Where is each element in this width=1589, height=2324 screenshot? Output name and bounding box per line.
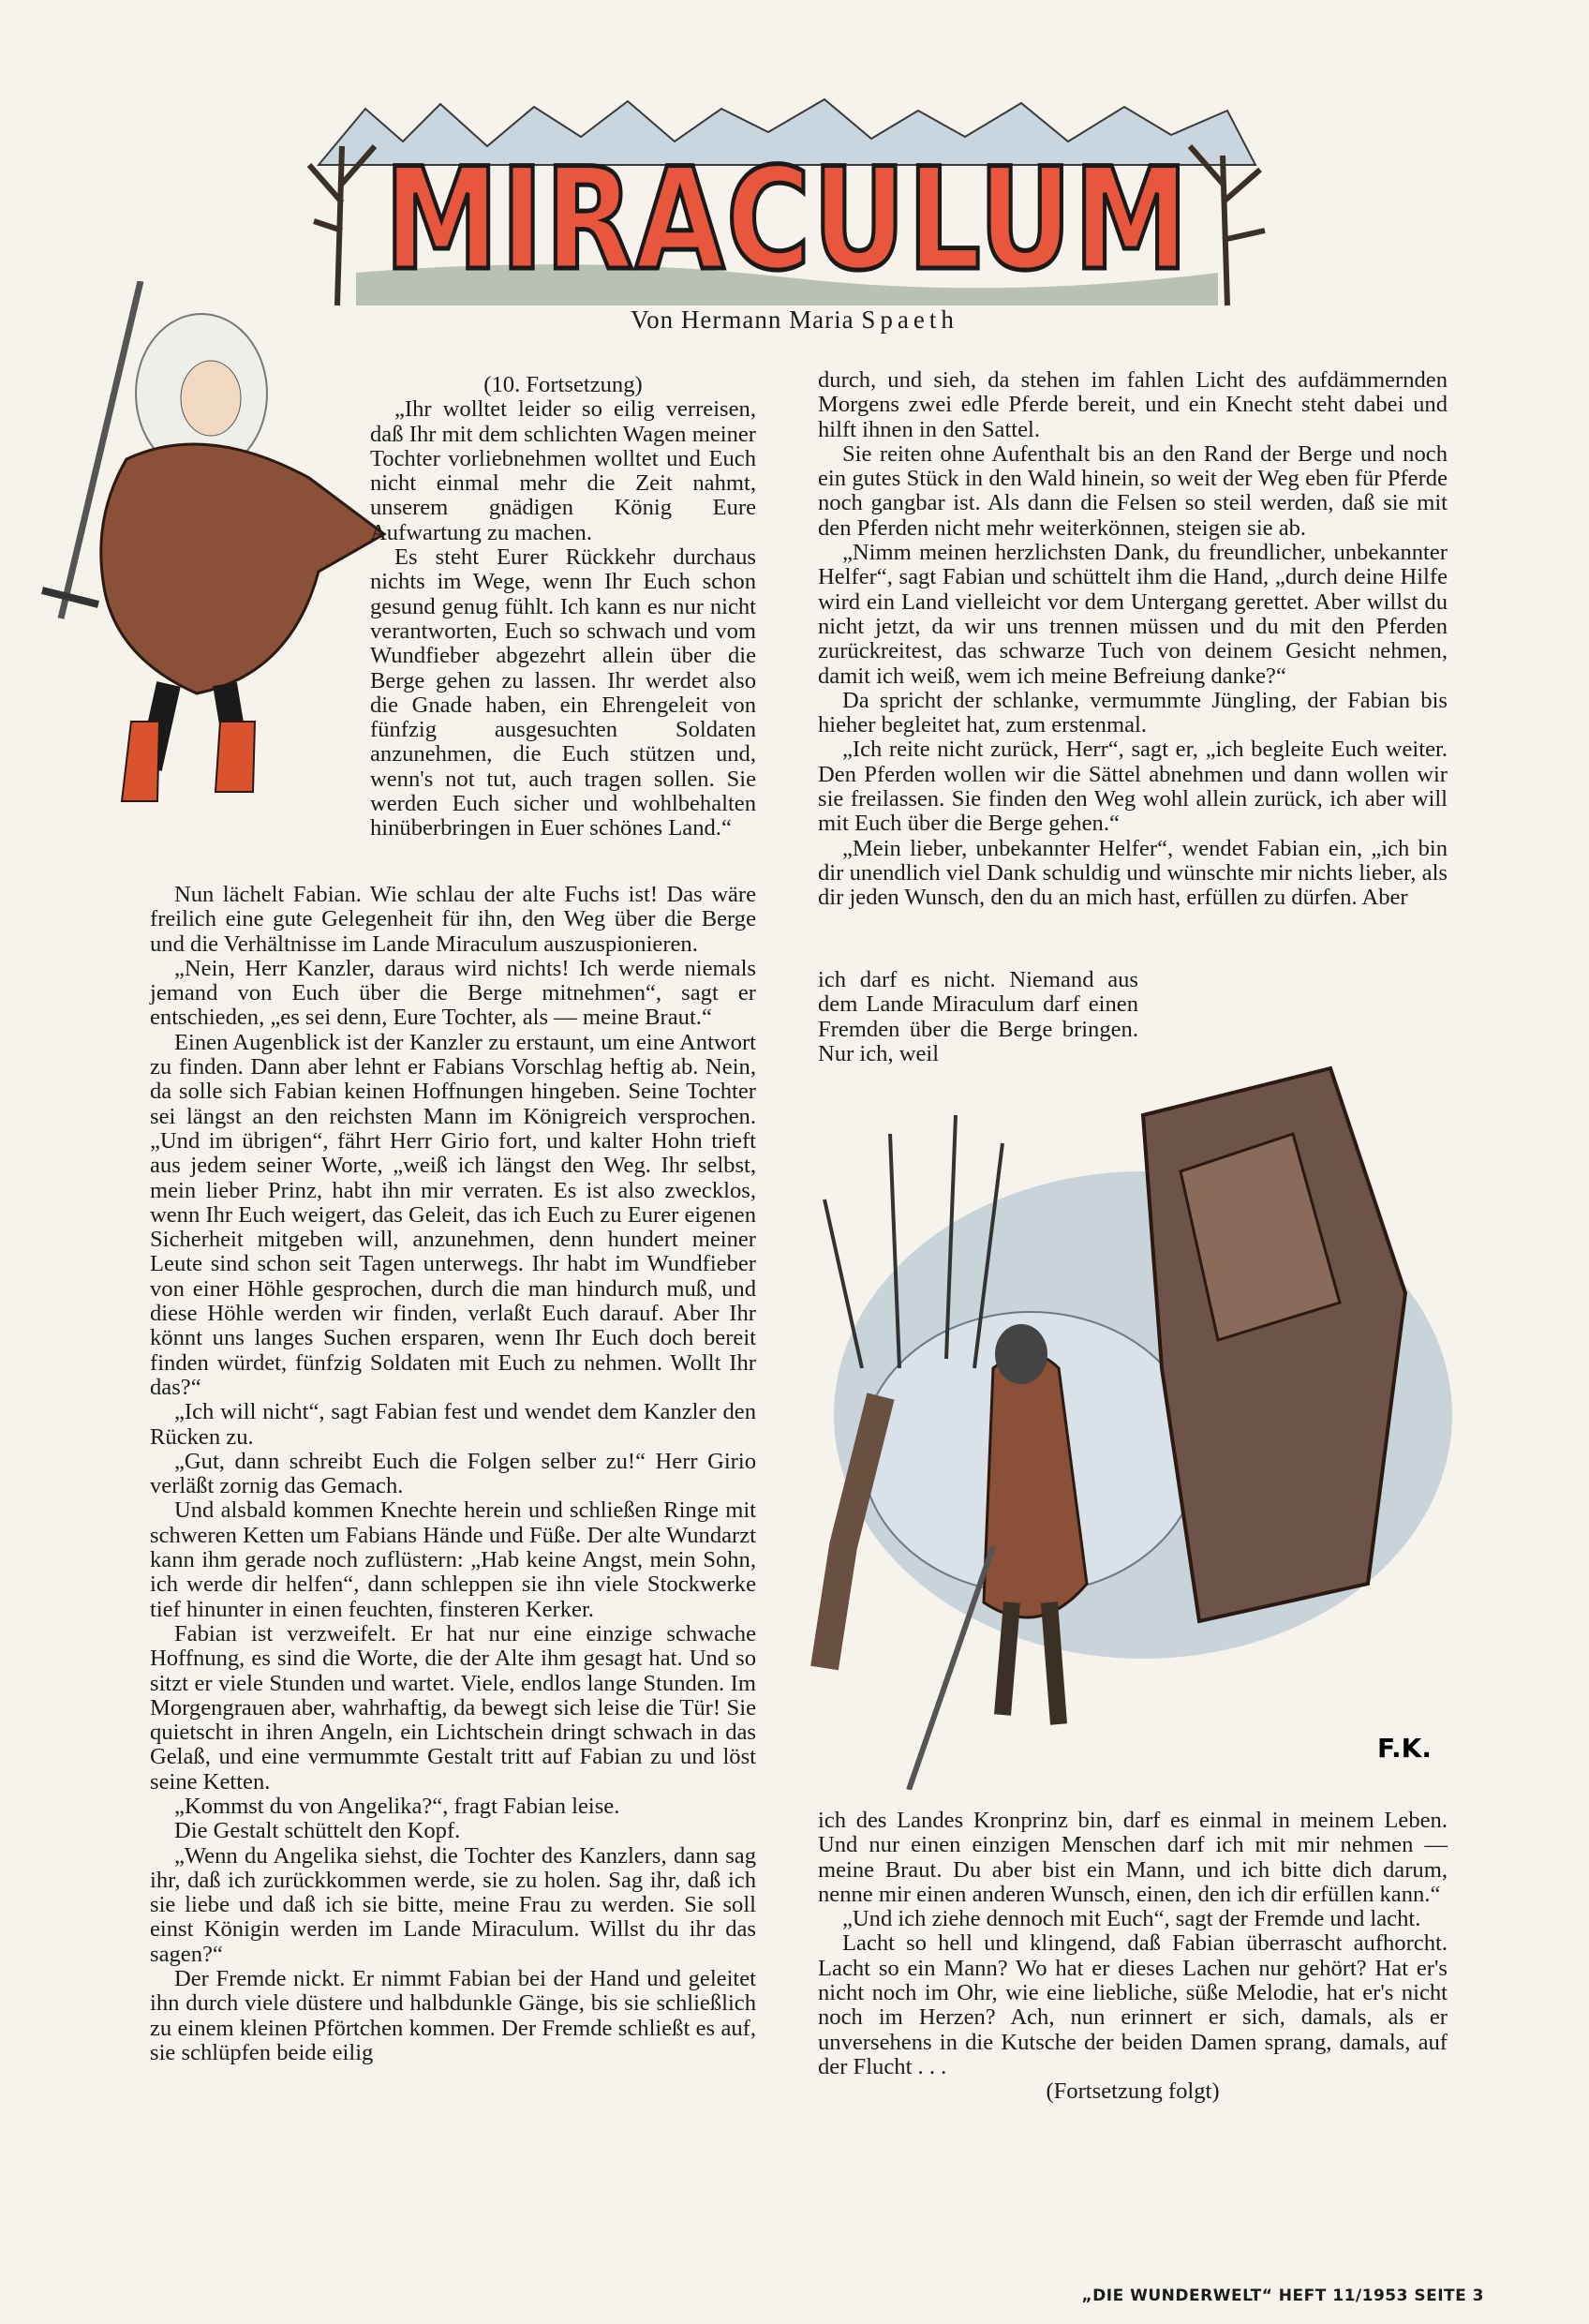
byline-author: Von Hermann Maria (631, 305, 854, 334)
paragraph: durch, und sieh, da stehen im fahlen Licht des aufdämmernden Morgens zwei edle Pferde bereit, und ein Knecht steht dabei und hilft ihnen in den Sattel. (818, 367, 1448, 442)
column-2-bottom (818, 1809, 1448, 2105)
paragraph: Einen Augenblick ist der Kanzler zu erstaunt, um eine Antwort zu finden. Dann aber lehnt er Fabians Vorschlag heftig ab. Nein, da solle sich Fabian keinen Hoffnungen hingeben. Seine Tochter sei längst an den reichsten Mann im Königreich versprochen. „Und im übrigen“, fährt Herr Girio fort, und kalter Hohn trieft aus jedem seiner Worte, „weiß ich längst den Weg. Ihr selbst, mein lieber Prinz, habt ihn mir verraten. Es ist also zwecklos, wenn Ihr Euch weigert, das Geleit, das ich Euch zu Eurer eigenen Sicherheit mitgeben will, anzunehmen, denn hundert meiner Leute sind schon seit Tagen unterwegs. Ihr habt im Wundfieber von einer Höhle gesprochen, durch die man hindurch muß, und diese Höhle werden wir finden, verlaßt Euch darauf. Aber Ihr könnt uns langes Suchen ersparen, wenn Ihr Euch doch bereit finden würdet, fünfzig Soldaten mit Euch zu nehmen. Wollt Ihr das?“ (150, 1029, 756, 1400)
paragraph: „Mein lieber, unbekannter Helfer“, wendet Fabian ein, „ich bin dir unendlich viel Dank schuldig und wünschte mir nichts lieber, als dir jeden Wunsch, den du an mich hast, erfüllen zu dürfen. Aber (818, 835, 1448, 911)
column-1-top (370, 373, 756, 842)
page-title: MIRACULUM (384, 139, 1190, 302)
paragraph: „Gut, dann schreibt Euch die Folgen selber zu!“ Herr Girio verläßt zornig das Gemach. (150, 1448, 756, 1499)
paragraph: ich des Landes Kronprinz bin, darf es einmal in meinem Leben. Und nur einen einzigen Menschen darf ich mit mir nehmen — meine Braut. Du aber bist ein Mann, und ich bitte dich darum, nenne mir einen anderen Wunsch, einen, den ich dir erfüllen kann.“ (818, 1808, 1448, 1907)
paragraph: „Ihr wolltet leider so eilig verreisen, daß Ihr mit dem schlichten Wagen meiner Tochter vorliebnehmen wolltet und Euch nicht einmal mehr die Zeit nahmt, unserem gnädigen König Eure Aufwartung zu machen. (370, 396, 756, 545)
paragraph: Fabian ist verzweifelt. Er hat nur eine einzige schwache Hoffnung, es sind die Worte, die der Alte ihm gesagt hat. Und so sitzt er viele Stunden und wartet. Viele, endlos lange Stunden. Im Morgengrauen aber, wahrhaftig, da bewegt sich leise die Tür! Sie quietscht in ihren Angeln, ein Lichtschein dringt schwach in das Gelaß, und eine vermummte Gestalt tritt auf Fabian zu und löst seine Ketten. (150, 1620, 756, 1795)
paragraph: Da spricht der schlanke, vermummte Jüngling, der Fabian bis hieher begleitet hat, zum erstenmal. (818, 687, 1448, 738)
paragraph: ich darf es nicht. Niemand aus dem Lande Miraculum darf einen Fremden über die Berge bringen. Nur ich, weil (818, 967, 1138, 1066)
paragraph: „Nimm meinen herzlichsten Dank, du freundlicher, unbekannter Helfer“, sagt Fabian und schüttelt ihm die Hand, „durch deine Hilfe wird ein Land vielleicht vor dem Untergang gerettet. Aber willst du nicht jetzt, da wir uns trennen müssen und du mit den Pferden zurückreitest, das schwarze Tuch von deinem Gesicht nehmen, damit ich weiß, wem ich meine Befreiung danke?“ (818, 540, 1448, 689)
paragraph: Sie reiten ohne Aufenthalt bis an den Rand der Berge und noch ein gutes Stück in den Wald hinein, so weit der Weg eben für Pferde noch gangbar ist. Als dann die Felsen so steil werden, daß sie mit den Pferden nicht mehr weiterkönnen, steigen sie ab. (818, 440, 1448, 541)
column-1-bottom (150, 883, 756, 2065)
paragraph: „Kommst du von Angelika?“, fragt Fabian leise. (174, 1793, 620, 1819)
paragraph: „Ich will nicht“, sagt Fabian fest und wendet dem Kanzler den Rücken zu. (150, 1399, 756, 1450)
installment-label: (10. Fortsetzung) (483, 372, 643, 397)
paragraph: Es steht Eurer Rückkehr durchaus nichts im Wege, wenn Ihr Euch schon gesund genug fühlt. Ich kann es nur nicht verantworten, Euch so schwach und vom Wundfieber abgezehrt allein über die Berge gehen zu lassen. Ihr werdet also die Gnade haben, ein Ehrengeleit von fünfzig ausgesuchten Soldaten anzunehmen, die Euch stützen und, wenn's not tut, auch tragen sollen. Sie werden Euch sicher und wohlbehalten hinüberbringen in Euer schönes Land.“ (370, 544, 756, 842)
to-be-continued: (Fortsetzung folgt) (1046, 2078, 1220, 2105)
paragraph: Lacht so hell und klingend, daß Fabian überrascht aufhorcht. Lacht so ein Mann? Wo hat er dieses Lachen nur gehört? Hat er's nicht noch im Ohr, wie eine liebliche, süße Melodie, hat er's nicht noch im Herzen? Ach, nun erinnert er sich, damals, als er unversehens in die Kutsche der beiden Damen sprang, damals, auf der Flucht . . . (818, 1930, 1448, 2079)
paragraph: Die Gestalt schüttelt den Kopf. (174, 1818, 461, 1844)
column-2-narrow (818, 968, 1138, 1066)
paragraph: „Nein, Herr Kanzler, daraus wird nichts! Ich werde niemals jemand von Euch über die Berge mitnehmen“, sagt er entschieden, „es sei denn, Eure Tochter, als — meine Braut.“ (150, 955, 756, 1031)
paragraph: Und alsbald kommen Knechte herein und schließen Ringe mit schweren Ketten um Fabians Hände und Füße. Der alte Wundarzt kann ihm gerade noch zuflüstern: „Hab keine Angst, mein Sohn, ich werde dir helfen“, dann schleppen sie ihn viele Stockwerke tief hinunter in einen feuchten, finsteren Kerker. (150, 1497, 756, 1622)
paragraph: „Wenn du Angelika siehst, die Tochter des Kanzlers, dann sag ihr, daß ich zurückkommen werde, sie zu holen. Sag ihr, daß ich sie liebe und daß ich sie bitte, meine Frau zu werden. Sie soll einst Königin werden im Lande Miraculum. Willst du ihr das sagen?“ (150, 1842, 756, 1967)
paragraph: „Ich reite nicht zurück, Herr“, sagt er, „ich begleite Euch weiter. Den Pferden wollen wir die Sättel abnehmen und dann wollen wir sie freilassen. Sie finden den Weg wohl allein zurück, ich aber will mit Euch über die Berge gehen.“ (818, 737, 1448, 837)
column-2-top (818, 368, 1448, 911)
paragraph: „Und ich ziehe dennoch mit Euch“, sagt der Fremde und lacht. (842, 1906, 1421, 1932)
collapsing-rock-illustration (806, 1059, 1462, 1790)
title-banner (300, 90, 1274, 311)
page-footer: „DIE WUNDERWELT“ HEFT 11/1953 SEITE 3 (1081, 2287, 1484, 2305)
paragraph: Der Fremde nickt. Er nimmt Fabian bei der Hand und geleitet ihn durch viele düstere und halbdunkle Gänge, bis sie schließlich zu einem kleinen Pförtchen kommen. Der Fremde schließt es auf, sie schlüpfen beide eilig (150, 1966, 756, 2065)
illustrator-signature: F.K. (1377, 1733, 1432, 1764)
byline-surname: Spaeth (861, 305, 958, 334)
paragraph: Nun lächelt Fabian. Wie schlau der alte Fuchs ist! Das wäre freilich eine gute Gelegenheit für ihn, den Weg über die Berge und die Verhältnisse im Lande Miraculum auszuspionieren. (150, 882, 756, 957)
girl-with-sword-illustration (37, 281, 412, 806)
